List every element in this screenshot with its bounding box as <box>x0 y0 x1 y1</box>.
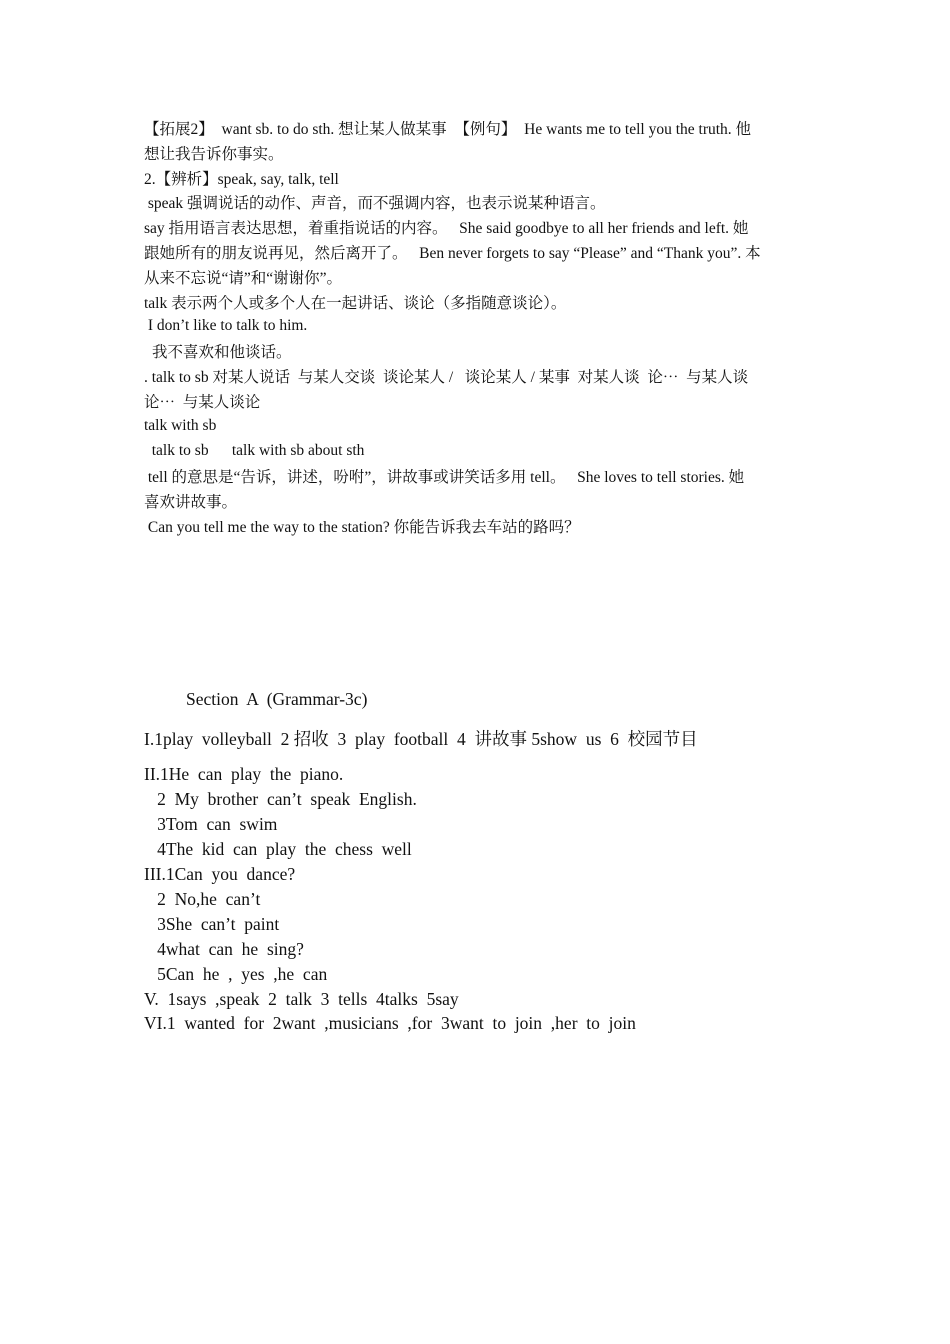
note-line: 2.【辨析】speak, say, talk, tell <box>144 171 339 188</box>
note-line: 论⋯ 与某人谈论 <box>144 394 261 411</box>
answer-line: III.1Can you dance? <box>144 864 296 884</box>
answer-line: 3Tom can swim <box>144 814 278 834</box>
answer-line: V. 1says ,speak 2 talk 3 tells 4talks 5say <box>144 989 459 1009</box>
note-line: . talk to sb 对某人说话 与某人交谈 谈论某人 / 谈论某人 / 某事 对某人谈 论⋯ 与某人谈 <box>144 369 749 386</box>
note-line: speak 强调说话的动作、声音，而不强调内容，也表示说某种语言。 <box>144 195 606 212</box>
section-heading: Section A (Grammar-3c) <box>186 689 368 709</box>
note-line: 我不喜欢和他谈话。 <box>152 344 292 361</box>
note-line: I don’t like to talk to him. <box>144 317 308 334</box>
note-line: 喜欢讲故事。 <box>144 494 238 511</box>
note-line: tell 的意思是“告诉，讲述，吩咐”，讲故事或讲笑话多用 tell。 She loves to tell stories. 她 <box>144 469 745 486</box>
note-line: 【拓展2】 want sb. to do sth. 想让某人做某事 【例句】 He wants me to tell you the truth. 他 <box>144 121 752 138</box>
answer-line: 2 My brother can’t speak English. <box>144 789 417 809</box>
answer-line: I.1play volleyball 2 招收 3 play football 4 讲故事 5show us 6 校园节目 <box>144 729 698 749</box>
answer-line: 4what can he sing? <box>144 939 304 959</box>
note-line: Can you tell me the way to the station? 你能告诉我去车站的路吗？ <box>144 519 580 536</box>
note-line: 想让我告诉你事实。 <box>144 146 284 163</box>
note-line: say 指用语言表达思想，着重指说话的内容。 She said goodbye to all her friends and left. 她 <box>144 220 749 237</box>
answer-line: II.1He can play the piano. <box>144 764 344 784</box>
answer-line: VI.1 wanted for 2want ,musicians ,for 3want to join ,her to join <box>144 1013 636 1033</box>
answer-line: 4The kid can play the chess well <box>144 839 412 859</box>
note-line: talk 表示两个人或多个人在一起讲话、谈论（多指随意谈论）。 <box>144 295 567 312</box>
answer-line: 2 No,he can’t <box>144 889 261 909</box>
note-line: 从来不忘说“请”和“谢谢你”。 <box>144 270 343 287</box>
note-line: talk to sb talk with sb about sth <box>144 442 365 459</box>
note-line: 跟她所有的朋友说再见，然后离开了。 Ben never forgets to say “Please” and “Thank you”. 本 <box>144 245 761 262</box>
note-line: talk with sb <box>144 417 217 434</box>
answer-line: 5Can he , yes ,he can <box>144 964 328 984</box>
answer-line: 3She can’t paint <box>144 914 280 934</box>
